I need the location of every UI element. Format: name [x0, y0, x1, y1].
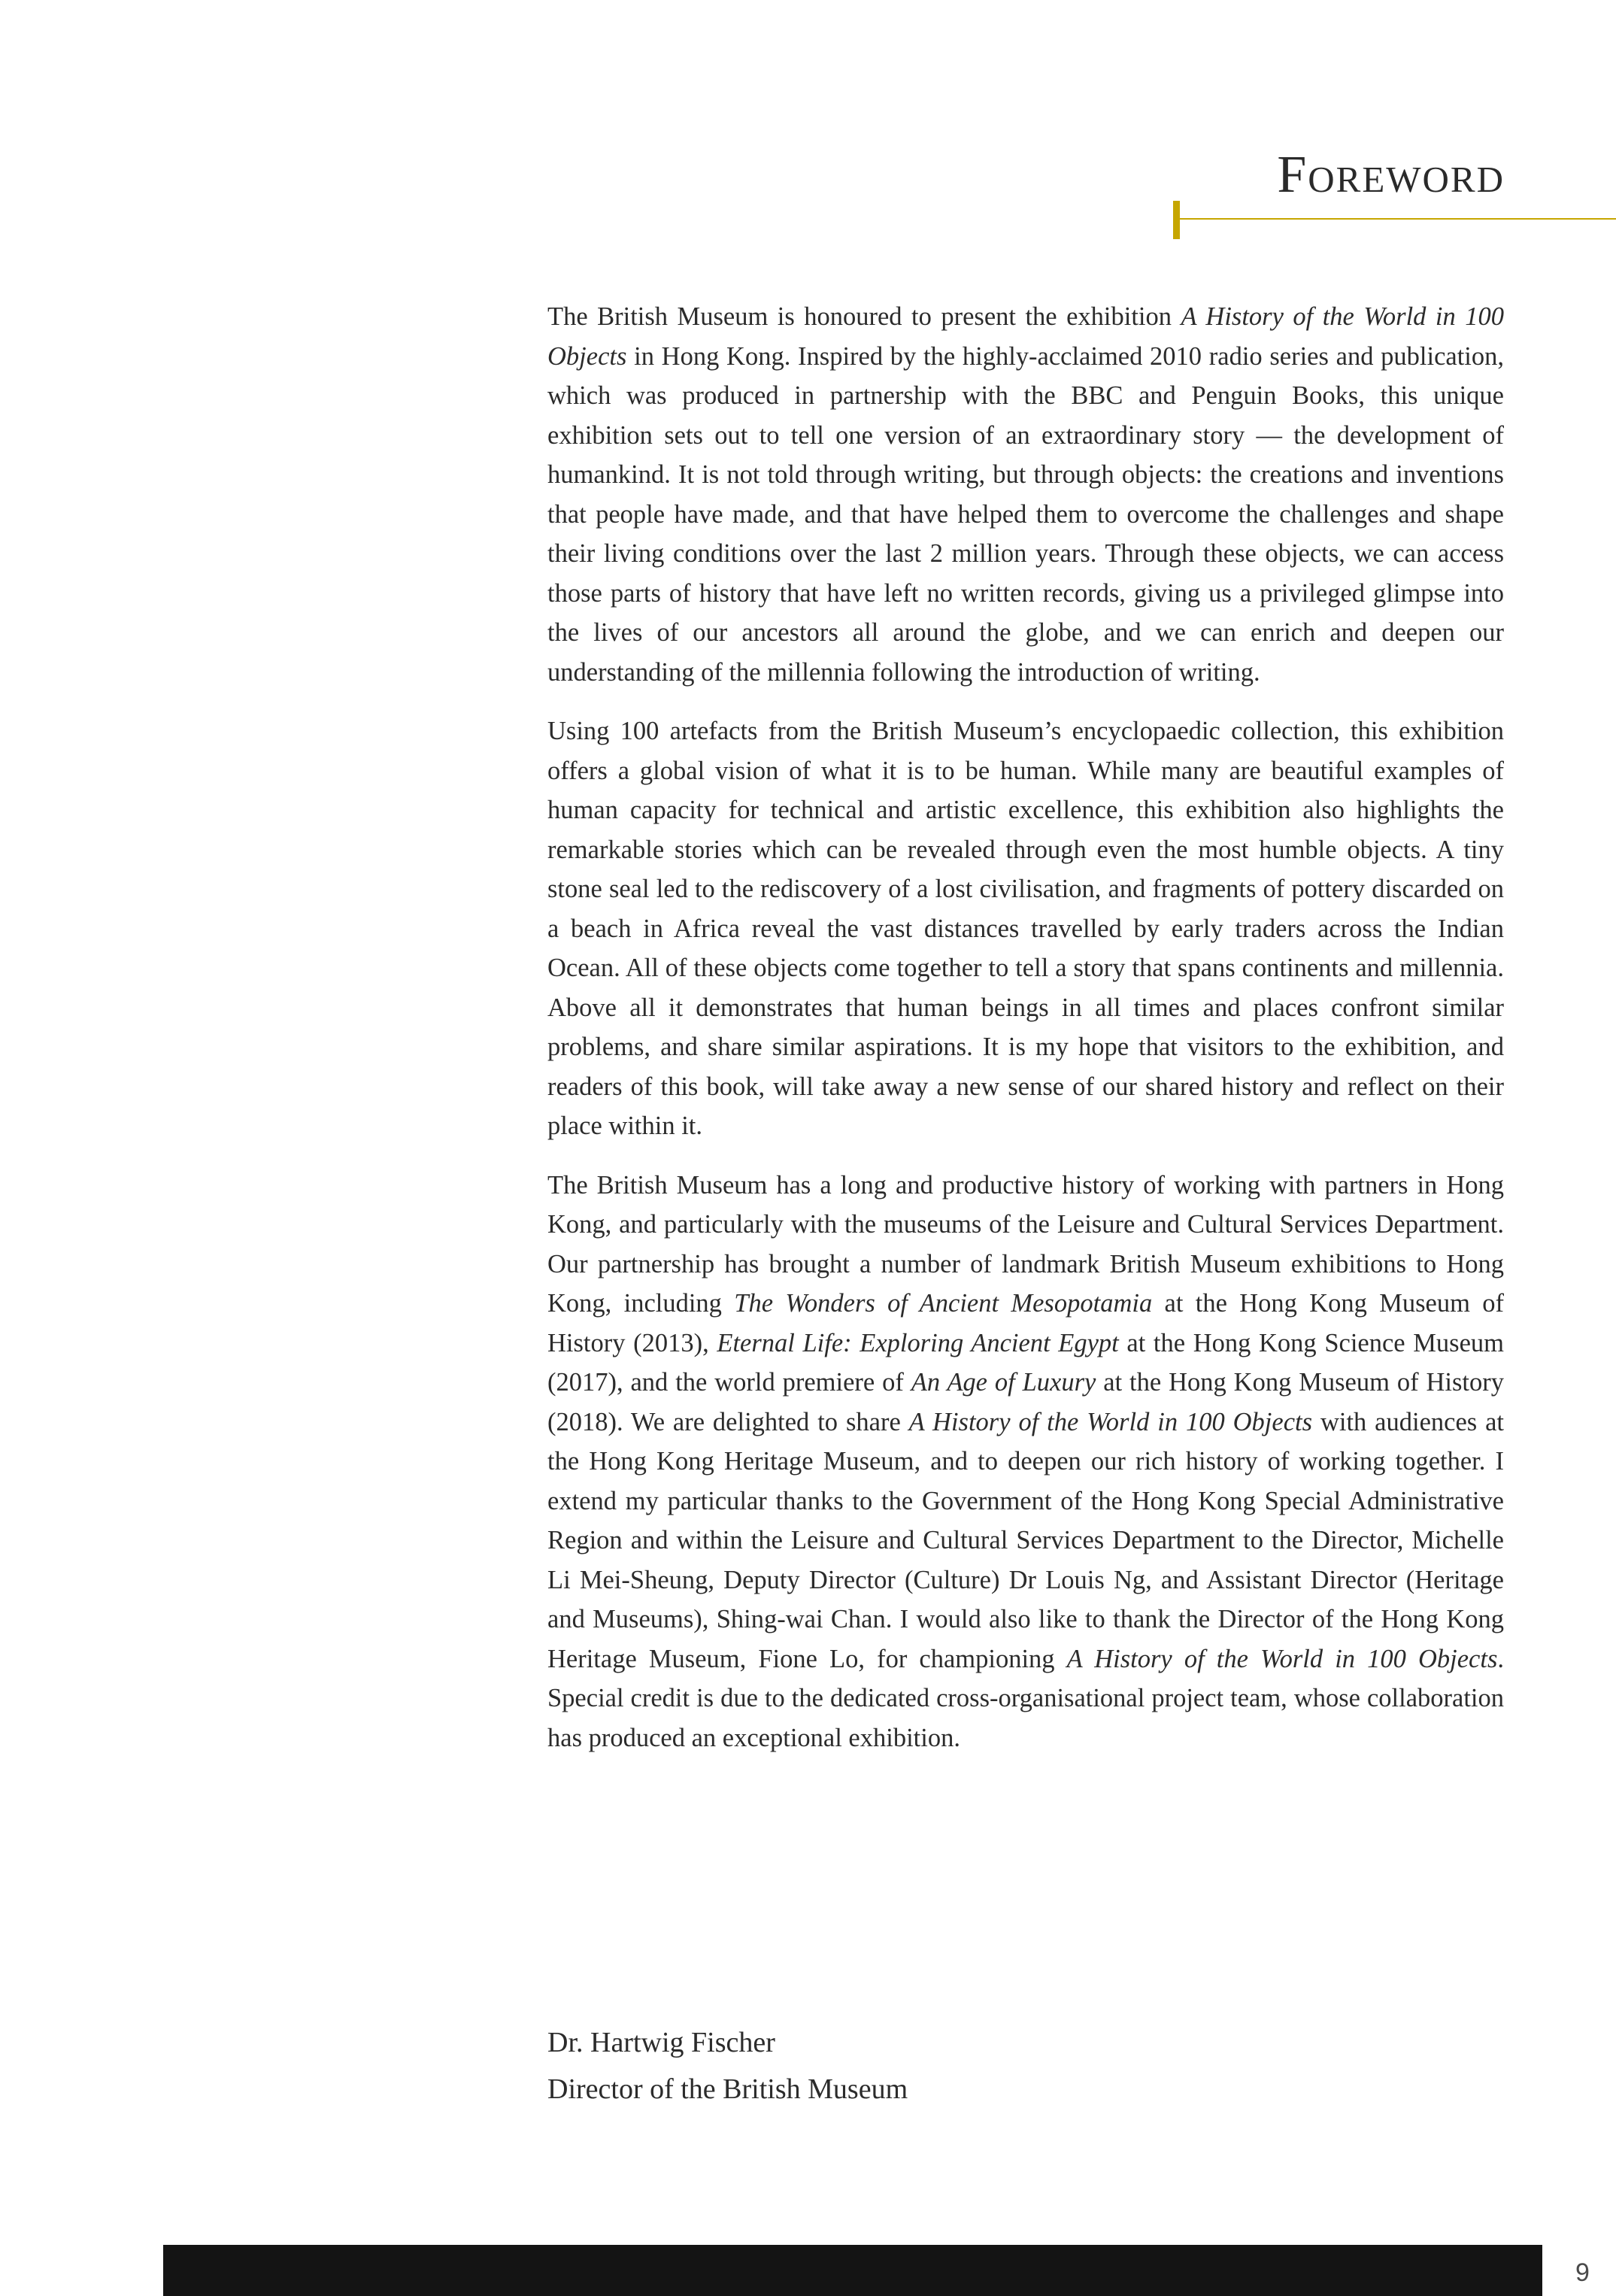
paragraph-3-text: at the Hong Kong Science Museum (2017), and the world premiere of — [547, 1328, 1504, 1397]
signature-block — [547, 2019, 908, 2113]
signatory-role: Director of the British Museum — [547, 2073, 908, 2105]
page-number: 9 — [1575, 2258, 1590, 2287]
paragraph-3 — [547, 1166, 1504, 1758]
paragraph-3-text: at the Hong Kong Museum of History (2013), — [547, 1289, 1505, 1357]
header — [1173, 143, 1616, 248]
paragraph-3-text: . Special credit is due to the dedicated cross-organisational project team, whose collaboration has produced an exceptional exhibition. — [547, 1644, 1504, 1752]
paragraph-1-text: in Hong Kong. Inspired by the highly-acclaimed 2010 radio series and publication, which was produced in partnership with the BBC and Penguin Books, this unique exhibition sets out to tell one version of an extraordinary story — the development of humankind. It is not told through writing, but through objects: the creations and inventions that people have made, and that have helped them to overcome the challenges and shape their living conditions over the last 2 million years. Through these objects, we can access those parts of history that have left no written records, giving us a privileged glimpse into the lives of our ancestors all around the globe, and we can enrich and deepen our understanding of the millennia following the introduction of writing. — [547, 341, 1504, 687]
exhibition-title: An Age of Luxury — [911, 1368, 1096, 1397]
exhibition-title: A History of the World in 100 Objects — [908, 1407, 1313, 1436]
paragraph-3-text: with audiences at the Hong Kong Heritage Museum, and to deepen our rich history of working together. I extend my particular thanks to the Government of the Hong Kong Special Administrative Region and within the Leisure and Cultural Services Department to the Director, Michelle Li Mei-Sheung, Deputy Director (Culture) Dr Louis Ng, and Assistant Director (Heritage and Museums), Shing-wai Chan. I would also like to thank the Director of the Hong Kong Heritage Museum, Fione Lo, for championing — [547, 1407, 1505, 1673]
exhibition-title: Eternal Life: Exploring Ancient Egypt — [717, 1328, 1119, 1357]
exhibition-title: The Wonders of Ancient Mesopotamia — [734, 1289, 1153, 1318]
title-accent-bar — [1173, 201, 1180, 239]
title-rule — [1180, 218, 1616, 220]
paragraph-2 — [547, 711, 1504, 1146]
paragraph-1-text: The British Museum is honoured to present the exhibition — [547, 302, 1181, 331]
footer-band — [163, 2245, 1542, 2296]
paragraph-1 — [547, 297, 1504, 692]
exhibition-title: A History of the World in 100 Objects — [547, 302, 1504, 371]
page-title: Foreword — [1277, 146, 1505, 204]
signatory-name: Dr. Hartwig Fischer — [547, 2027, 775, 2058]
foreword-body — [547, 297, 1504, 1758]
paragraph-2-text: Using 100 artefacts from the British Museum’s encyclopaedic collection, this exhibition offers a global vision of what it is to be human. While many are beautiful examples of human capacity for technical and artistic excellence, this exhibition also highlights the remarkable stories which can be revealed through even the most humble objects. A tiny stone seal led to the rediscovery of a lost civilisation, and fragments of pottery discarded on a beach in Africa reveal the vast distances travelled by early traders across the Indian Ocean. All of these objects come together to tell a story that spans continents and millennia. Above all it demonstrates that human beings in all times and places confront similar problems, and share similar aspirations. It is my hope that visitors to the exhibition, and readers of this book, will take away a new sense of our shared history and reflect on their place within it. — [547, 717, 1504, 1140]
paragraph-3-text: The British Museum has a long and productive history of working with partners in Hong Kong, and particularly with the museums of the Leisure and Cultural Services Department. Our partnership has brought a number of landmark British Museum exhibitions to Hong Kong, including — [547, 1170, 1504, 1318]
exhibition-title: A History of the World in 100 Objects — [1066, 1644, 1498, 1673]
paragraph-3-text: at the Hong Kong Museum of History (2018). We are delighted to share — [547, 1368, 1504, 1436]
